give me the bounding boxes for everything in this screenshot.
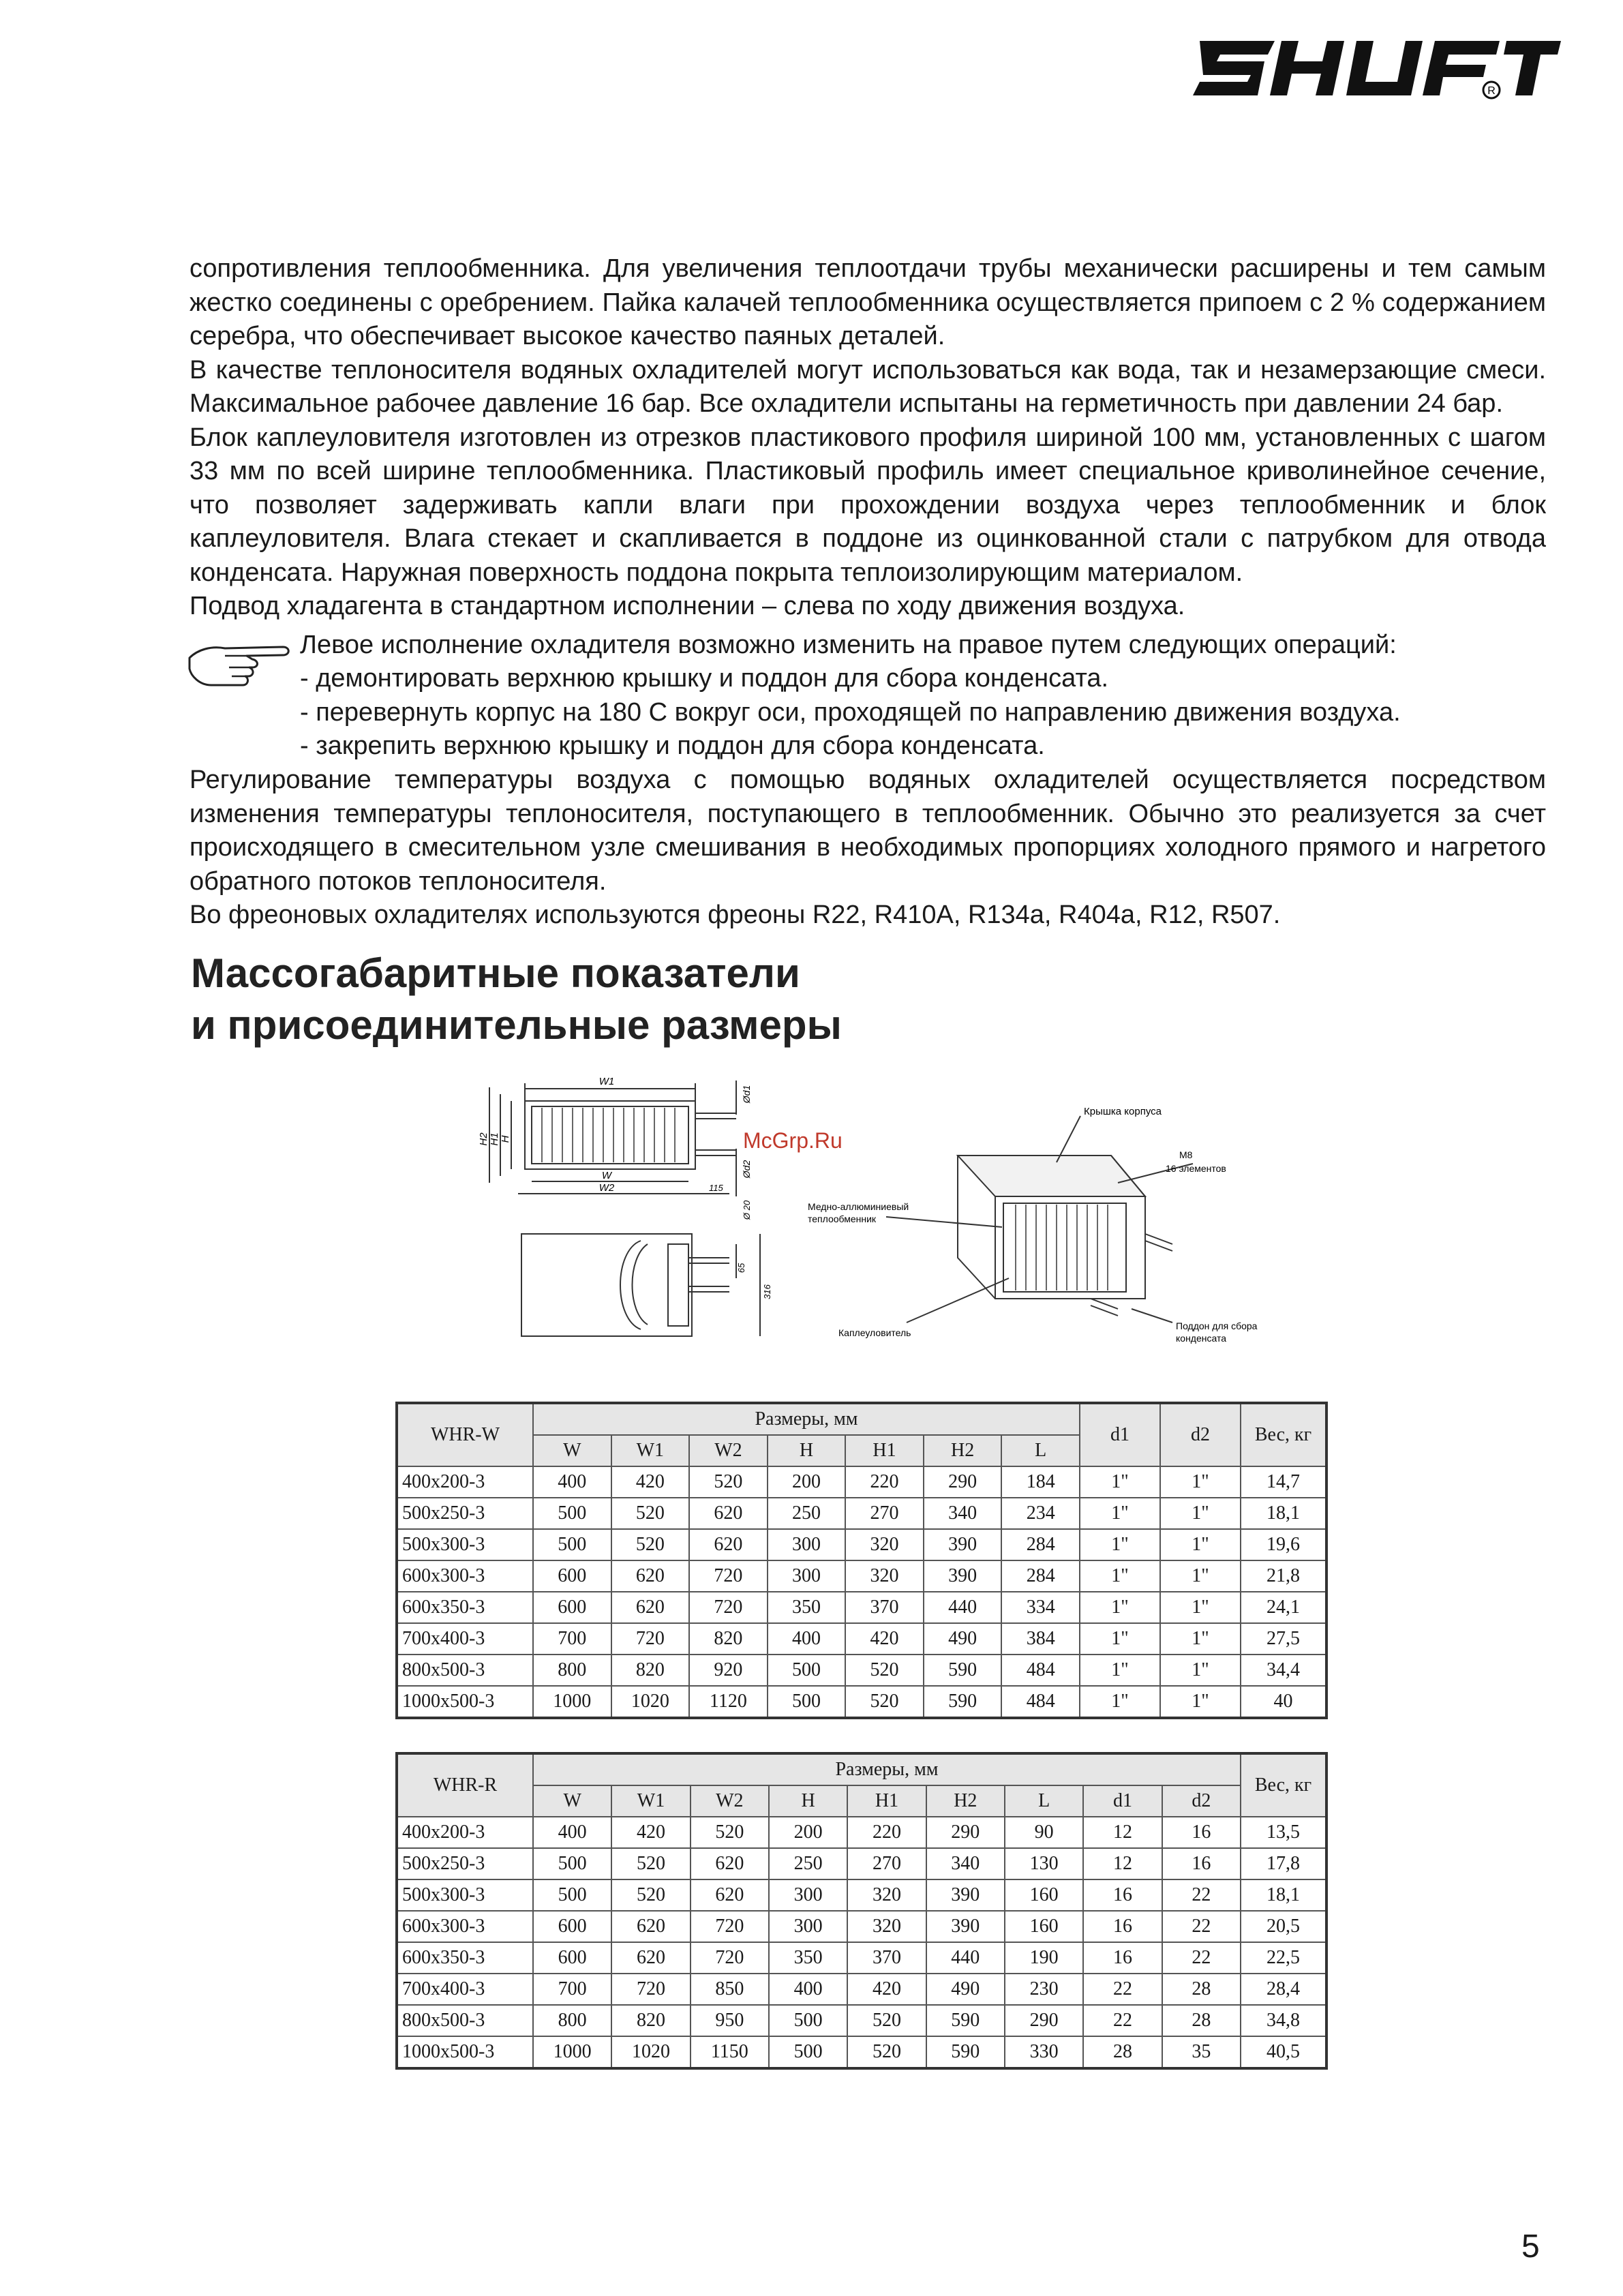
group-header: Размеры, мм [533,1753,1241,1785]
column-header: W1 [611,1435,690,1466]
table-cell: 1" [1080,1592,1160,1623]
table-cell: 250 [769,1848,847,1879]
table-cell: 270 [845,1498,924,1529]
table-cell: 290 [926,1817,1005,1848]
column-header: d2 [1162,1785,1241,1817]
table-cell: 190 [1005,1942,1083,1974]
dim-label: H [500,1135,511,1143]
table-cell: 490 [924,1623,1002,1655]
table-row [397,2005,1326,2036]
table-cell: 220 [847,1817,926,1848]
table-cell: 400 [533,1817,611,1848]
table-cell: 620 [689,1498,768,1529]
table-cell: 40,5 [1241,2036,1326,2068]
table-row [397,1686,1326,1718]
paragraph: Подвод хладагента в стандартном исполнении – слева по ходу движения воздуха. [189,592,1185,620]
table-cell: 370 [847,1942,926,1974]
table-cell: 600 [533,1592,611,1623]
column-header: W1 [611,1785,690,1817]
table-cell: 620 [691,1879,769,1911]
table-cell: 1" [1160,1655,1241,1686]
dim-label: 65 [736,1263,746,1273]
table-cell: 90 [1005,1817,1083,1848]
callout-label: 16 элементов [1166,1163,1226,1174]
table-cell: 720 [689,1592,768,1623]
table-cell: 720 [691,1911,769,1942]
table-cell: 28 [1162,2005,1241,2036]
dim-label: W2 [598,1182,615,1194]
note-steps [300,662,1401,764]
table-cell: 520 [845,1655,924,1686]
table-row [397,1848,1326,1879]
table-cell: 1150 [691,2036,769,2068]
column-header: H2 [926,1785,1005,1817]
table-cell: 1020 [611,1686,690,1718]
table-cell: 800 [533,1655,611,1686]
model-cell: 600x350-3 [397,1592,533,1623]
table-cell: 520 [611,1498,690,1529]
table-cell: 12 [1083,1817,1162,1848]
table-cell: 160 [1005,1911,1083,1942]
table-cell: 720 [611,1623,690,1655]
table-cell: 520 [847,2036,926,2068]
table-row [397,1529,1326,1560]
table-row [397,1879,1326,1911]
column-header: d1 [1080,1403,1160,1466]
table-cell: 1" [1080,1498,1160,1529]
dim-label: Ø 20 [742,1200,752,1220]
table-cell: 520 [611,1848,690,1879]
model-cell: 1000x500-3 [397,1686,533,1718]
heading-line: и присоединительные размеры [191,1002,842,1048]
table-cell: 300 [769,1879,847,1911]
table-cell: 16 [1083,1911,1162,1942]
technical-drawing [409,1074,1258,1394]
table-cell: 200 [769,1817,847,1848]
table-cell: 230 [1005,1974,1083,2005]
table-cell: 620 [611,1911,690,1942]
table-cell: 1" [1080,1623,1160,1655]
table-row [397,1623,1326,1655]
table-cell: 400 [533,1466,611,1498]
table-cell: 20,5 [1241,1911,1326,1942]
table-cell: 590 [924,1655,1002,1686]
table-cell: 500 [533,1848,611,1879]
table-cell: 500 [533,1879,611,1911]
table-cell: 21,8 [1241,1560,1326,1592]
table-cell: 300 [768,1560,846,1592]
section-heading [191,948,1213,1051]
table-row [397,1817,1326,1848]
table-cell: 22 [1162,1911,1241,1942]
whr-r-table [395,1752,1328,2070]
table-cell: 234 [1001,1498,1080,1529]
table-cell: 384 [1001,1623,1080,1655]
column-header: W [533,1435,611,1466]
table-cell: 28 [1162,1974,1241,2005]
column-header: L [1001,1435,1080,1466]
model-cell: 500x300-3 [397,1529,533,1560]
dim-label: W1 [598,1076,615,1087]
table-cell: 200 [768,1466,846,1498]
table-cell: 400 [769,1974,847,2005]
table-cell: 1000 [533,1686,611,1718]
model-cell: 700x400-3 [397,1974,533,2005]
table-cell: 500 [769,2036,847,2068]
registered-mark: R [1487,85,1496,97]
dim-label: H1 [489,1132,500,1146]
table-cell: 590 [926,2005,1005,2036]
table-row [397,1466,1326,1498]
table-cell: 1" [1080,1686,1160,1718]
callout-label: Поддон для сбора [1176,1320,1258,1331]
table-cell: 484 [1001,1686,1080,1718]
table-cell: 620 [611,1942,690,1974]
column-header: H1 [845,1435,924,1466]
table-cell: 720 [611,1974,690,2005]
callout-label: конденсата [1176,1333,1227,1344]
table-cell: 340 [926,1848,1005,1879]
heading-line: Массогабаритные показатели [191,950,800,996]
table-cell: 950 [691,2005,769,2036]
table-cell: 1020 [611,2036,690,2068]
table-cell: 320 [847,1879,926,1911]
table-cell: 420 [847,1974,926,2005]
table-cell: 12 [1083,1848,1162,1879]
column-header: W [533,1785,611,1817]
table-cell: 22 [1162,1942,1241,1974]
model-cell: 800x500-3 [397,2005,533,2036]
table-cell: 350 [768,1592,846,1623]
table-cell: 590 [926,2036,1005,2068]
column-header: L [1005,1785,1083,1817]
table-cell: 620 [611,1560,690,1592]
dim-label: 316 [762,1284,772,1299]
table-cell: 284 [1001,1529,1080,1560]
column-header: Вес, кг [1241,1753,1326,1817]
paragraph: Регулирование температуры воздуха с помощью водяных охладителей осуществляется посредством изменения температуры теплоносителя, поступающего в теплообменник. Обычно это реализуется за счет происходящего в смесительном узле смешивания в необходимых пропорциях холодного прямого и нагретого обратного потоков теплоносителя. [189,766,1546,896]
table-cell: 700 [533,1974,611,2005]
table-cell: 1" [1160,1686,1241,1718]
table-cell: 320 [845,1560,924,1592]
table-cell: 250 [768,1498,846,1529]
table-cell: 1000 [533,2036,611,2068]
table-cell: 16 [1083,1942,1162,1974]
table-cell: 28 [1083,2036,1162,2068]
table-cell: 334 [1001,1592,1080,1623]
table-row [397,1655,1326,1686]
table-cell: 130 [1005,1848,1083,1879]
note-intro: Левое исполнение охладителя возможно изменить на правое путем следующих операций: [300,631,1397,659]
table-cell: 34,4 [1241,1655,1326,1686]
column-header: H [769,1785,847,1817]
table-cell: 340 [924,1498,1002,1529]
table-row [397,1560,1326,1592]
table-cell: 22,5 [1241,1942,1326,1974]
table-cell: 330 [1005,2036,1083,2068]
table-cell: 16 [1162,1848,1241,1879]
table-cell: 390 [926,1879,1005,1911]
table-cell: 500 [768,1655,846,1686]
list-item: - демонтировать верхнюю крышку и поддон для сбора конденсата. [300,664,1109,693]
table-cell: 320 [845,1529,924,1560]
table-cell: 620 [689,1529,768,1560]
table-cell: 490 [926,1974,1005,2005]
table-cell: 800 [533,2005,611,2036]
table-cell: 290 [924,1466,1002,1498]
paragraph: Блок каплеуловителя изготовлен из отрезков пластикового профиля шириной 100 мм, установленных с шагом 33 мм по всей ширине теплообменника. Пластиковый профиль имеет специальное криволинейное сечение, что позволяет задерживать капли влаги при прохождении воздуха через теплообменник и блок каплеуловителя. Влага стекает и скапливается в поддоне из оцинкованной стали с патрубком для отвода конденсата. Наружная поверхность поддона покрыта теплоизолирующим материалом. [189,423,1546,587]
table-cell: 1" [1080,1655,1160,1686]
table-cell: 1" [1160,1623,1241,1655]
table-cell: 500 [533,1498,611,1529]
model-cell: 700x400-3 [397,1623,533,1655]
table-row [397,1498,1326,1529]
table-cell: 300 [768,1529,846,1560]
table-cell: 920 [689,1655,768,1686]
table-cell: 620 [611,1592,690,1623]
table-cell: 520 [847,2005,926,2036]
table-cell: 22 [1083,2005,1162,2036]
table-cell: 18,1 [1241,1498,1326,1529]
list-item: - закрепить верхнюю крышку и поддон для сбора конденсата. [300,731,1045,760]
table-cell: 420 [845,1623,924,1655]
model-cell: 1000x500-3 [397,2036,533,2068]
table-cell: 290 [1005,2005,1083,2036]
table-cell: 40 [1241,1686,1326,1718]
whr-w-table [395,1402,1328,1719]
column-header: d1 [1083,1785,1162,1817]
table-cell: 300 [769,1911,847,1942]
table-cell: 22 [1083,1974,1162,2005]
table-cell: 1" [1160,1466,1241,1498]
paragraph: сопротивления теплообменника. Для увеличения теплоотдачи трубы механически расширены и тем самым жестко соединены с оребрением. Пайка калачей теплообменника осуществляется припоем с 2 % содержанием серебра, что обеспечивает высокое качество паяных деталей. [189,254,1546,350]
model-header: WHR-R [397,1753,533,1817]
column-header: W2 [691,1785,769,1817]
callout-label: Каплеуловитель [838,1327,911,1338]
table-cell: 160 [1005,1879,1083,1911]
table-row [397,1592,1326,1623]
table-cell: 600 [533,1911,611,1942]
table-cell: 520 [845,1686,924,1718]
table-cell: 600 [533,1560,611,1592]
table-cell: 600 [533,1942,611,1974]
table-cell: 284 [1001,1560,1080,1592]
table-cell: 390 [924,1529,1002,1560]
column-header: d2 [1160,1403,1241,1466]
table-cell: 1" [1160,1498,1241,1529]
watermark: McGrp.Ru [743,1128,843,1153]
table-cell: 520 [689,1466,768,1498]
table-cell: 484 [1001,1655,1080,1686]
table-cell: 500 [533,1529,611,1560]
table-cell: 22 [1162,1879,1241,1911]
model-cell: 500x300-3 [397,1879,533,1911]
table-cell: 35 [1162,2036,1241,2068]
table-cell: 820 [689,1623,768,1655]
table-cell: 820 [611,1655,690,1686]
dim-label: Ød2 [741,1160,752,1179]
table-cell: 13,5 [1241,1817,1326,1848]
group-header: Размеры, мм [533,1403,1080,1435]
model-cell: 600x350-3 [397,1942,533,1974]
table-cell: 220 [845,1466,924,1498]
table-cell: 500 [768,1686,846,1718]
table-cell: 28,4 [1241,1974,1326,2005]
table-row [397,1974,1326,2005]
table-cell: 400 [768,1623,846,1655]
paragraph: Во фреоновых охладителях используются фреоны R22, R410A, R134a, R404a, R12, R507. [189,901,1281,929]
column-header: W2 [689,1435,768,1466]
table-cell: 440 [924,1592,1002,1623]
table-cell: 1" [1080,1560,1160,1592]
table-cell: 1" [1160,1529,1241,1560]
table-cell: 720 [689,1560,768,1592]
table-cell: 14,7 [1241,1466,1326,1498]
table-cell: 270 [847,1848,926,1879]
dim-label: 115 [709,1183,723,1193]
table-cell: 1120 [689,1686,768,1718]
table-cell: 420 [611,1466,690,1498]
table-cell: 620 [691,1848,769,1879]
page-number: 5 [1521,2229,1540,2265]
paragraph: В качестве теплоносителя водяных охладителей могут использоваться как вода, так и незамерзающие смеси. Максимальное рабочее давление 16 бар. Все охладители испытаны на герметичность при давлении 24 бар. [189,355,1546,418]
table-cell: 520 [611,1529,690,1560]
table-cell: 24,1 [1241,1592,1326,1623]
table-cell: 520 [611,1879,690,1911]
table-cell: 320 [847,1911,926,1942]
table-cell: 520 [691,1817,769,1848]
regulation-text [189,764,1546,933]
table-cell: 16 [1083,1879,1162,1911]
dim-label: W [601,1170,612,1181]
intro-text [189,252,1546,624]
model-cell: 400x200-3 [397,1466,533,1498]
table-row [397,1942,1326,1974]
table-row [397,1911,1326,1942]
table-cell: 16 [1162,1817,1241,1848]
callout-label: Медно-аллюминиевый [808,1201,909,1212]
table-cell: 500 [769,2005,847,2036]
column-header: H2 [924,1435,1002,1466]
table-cell: 1" [1080,1529,1160,1560]
model-cell: 600x300-3 [397,1911,533,1942]
table-cell: 590 [924,1686,1002,1718]
table-cell: 19,6 [1241,1529,1326,1560]
table-cell: 700 [533,1623,611,1655]
callout-label: Крышка корпуса [1084,1106,1162,1117]
table-cell: 390 [924,1560,1002,1592]
list-item: - перевернуть корпус на 180 С вокруг оси, проходящей по направлению движения воздуха. [300,697,1401,727]
table-cell: 390 [926,1911,1005,1942]
table-cell: 27,5 [1241,1623,1326,1655]
column-header: H [768,1435,846,1466]
table-cell: 720 [691,1942,769,1974]
callout-label: M8 [1179,1149,1193,1160]
table-cell: 370 [845,1592,924,1623]
model-cell: 600x300-3 [397,1560,533,1592]
shuft-logo [1193,27,1561,109]
column-header: Вес, кг [1241,1403,1326,1466]
table-cell: 440 [926,1942,1005,1974]
table-cell: 34,8 [1241,2005,1326,2036]
table-cell: 820 [611,2005,690,2036]
table-cell: 17,8 [1241,1848,1326,1879]
table-cell: 420 [611,1817,690,1848]
table-cell: 18,1 [1241,1879,1326,1911]
dim-label: Ød1 [741,1085,752,1104]
table-row [397,2036,1326,2068]
model-cell: 500x250-3 [397,1498,533,1529]
table-cell: 184 [1001,1466,1080,1498]
model-cell: 500x250-3 [397,1848,533,1879]
pointing-hand-icon [184,637,293,692]
table-cell: 1" [1160,1560,1241,1592]
table-cell: 350 [769,1942,847,1974]
column-header: H1 [847,1785,926,1817]
table-cell: 1" [1160,1592,1241,1623]
dim-label: H2 [478,1132,489,1146]
model-cell: 800x500-3 [397,1655,533,1686]
callout-label: теплообменник [808,1213,877,1224]
table-cell: 850 [691,1974,769,2005]
model-cell: 400x200-3 [397,1817,533,1848]
model-header: WHR-W [397,1403,533,1466]
table-cell: 1" [1080,1466,1160,1498]
